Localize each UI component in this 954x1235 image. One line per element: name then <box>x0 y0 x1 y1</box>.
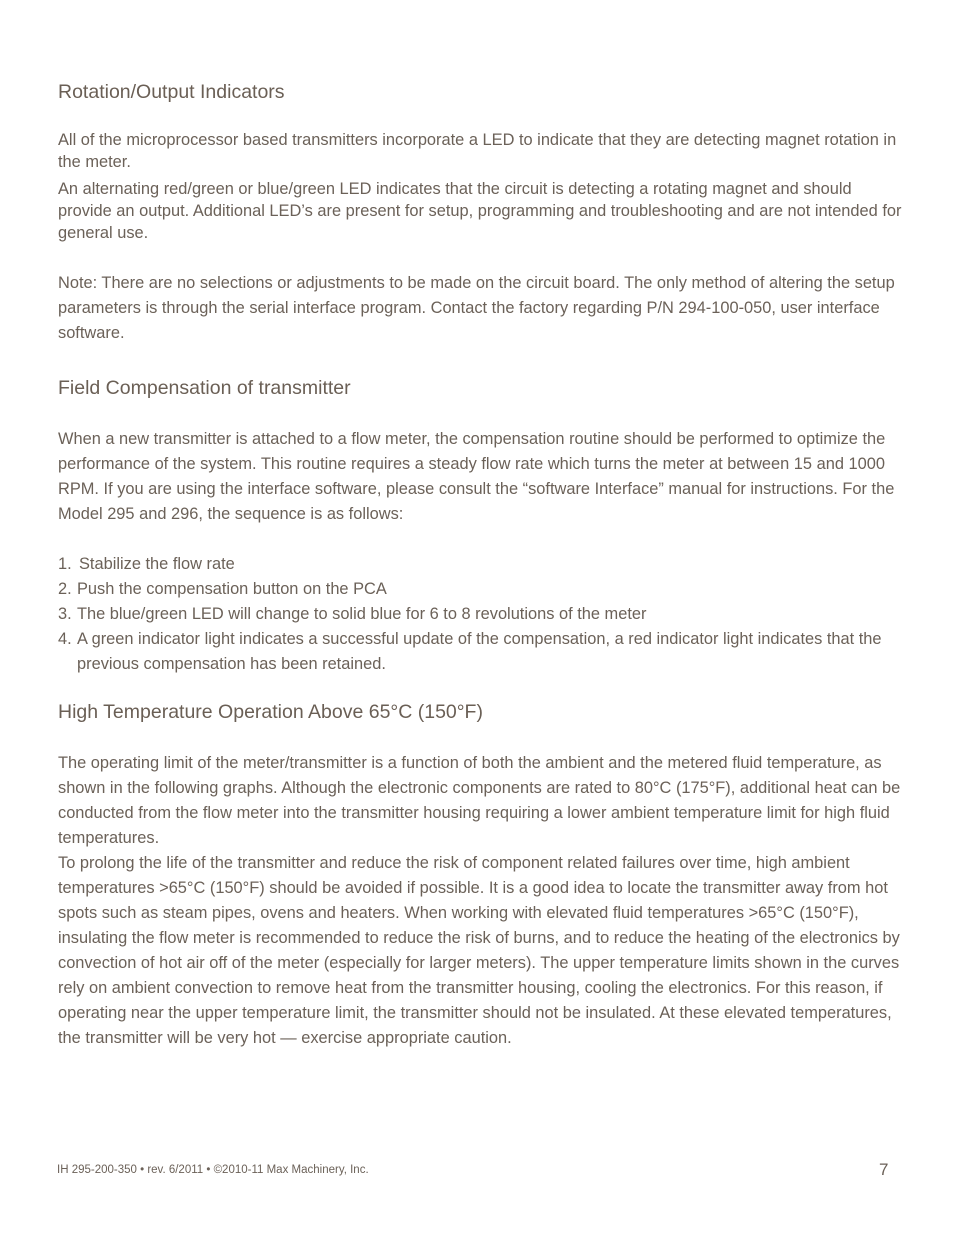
paragraph-note: Note: There are no selections or adjustments to be made on the circuit board. The only method of altering the setup parameters is through the serial interface program. Contact the factory regarding P/N 294-100-050, user interface software. <box>58 274 895 342</box>
paragraph-compensation-intro: When a new transmitter is attached to a flow meter, the compensation routine should be performed to optimize the performance of the system. This routine requires a steady flow rate which turns the meter at between 15 and 1000 RPM. If you are using the interface software, please consult the “software Interface” manual for instructions. For the Model 295 and 296, the sequence is as follows: <box>58 430 895 523</box>
compensation-steps-list <box>58 552 903 677</box>
list-item <box>58 627 903 677</box>
step-text: Stabilize the flow rate <box>79 555 235 573</box>
step-text: A green indicator light indicates a successful update of the compensation, a red indicator light indicates that the previous compensation has been retained. <box>77 630 882 673</box>
paragraph-prolong-life: To prolong the life of the transmitter and reduce the risk of component related failures over time, high ambient temperatures >65°C (150°F) should be avoided if possible. It is a good idea to locate the transmitter away from hot spots such as steam pipes, ovens and heaters. When working with elevated fluid temperatures >65°C (150°F), insulating the flow meter is recommended to reduce the risk of burns, and to reduce the heating of the electronics by convection of hot air off of the meter (especially for larger meters). The upper temperature limits shown in the curves rely on ambient convection to remove heat from the transmitter housing, cooling the electronics. For this reason, if operating near the upper temperature limit, the transmitter should not be insulated. At these elevated temperatures, the transmitter will be very hot — exercise appropriate caution. <box>58 854 900 1047</box>
section-heading-field-compensation: Field Compensation of transmitter <box>58 377 351 399</box>
section-heading-high-temperature: High Temperature Operation Above 65°C (150°F) <box>58 701 483 723</box>
paragraph-operating-limit: The operating limit of the meter/transmitter is a function of both the ambient and the metered fluid temperature, as shown in the following graphs. Although the electronic components are rated to 80°C (175°F), additional heat can be conducted from the flow meter into the transmitter housing requiring a lower ambient temperature limit for high fluid temperatures. <box>58 754 901 847</box>
list-item <box>58 602 903 627</box>
step-number: 1. <box>58 555 72 573</box>
step-number: 3. <box>58 605 72 623</box>
footer-document-info: IH 295-200-350 • rev. 6/2011 • ©2010-11 Max Machinery, Inc. <box>57 1164 369 1176</box>
paragraph-led-intro: All of the microprocessor based transmitters incorporate a LED to indicate that they are detecting magnet rotation in the meter. <box>58 131 897 171</box>
list-item <box>58 552 903 577</box>
step-text: The blue/green LED will change to solid blue for 6 to 8 revolutions of the meter <box>77 605 647 623</box>
paragraph-alternating-led: An alternating red/green or blue/green LED indicates that the circuit is detecting a rotating magnet and should provide an output. Additional LED’s are present for setup, programming and troubleshooting and are not intended for general use. <box>58 180 902 242</box>
step-number: 4. <box>58 630 72 648</box>
step-number: 2. <box>58 580 72 598</box>
section-heading-rotation-output: Rotation/Output Indicators <box>58 81 285 103</box>
footer-page-number: 7 <box>879 1160 889 1179</box>
step-text: Push the compensation button on the PCA <box>77 580 387 598</box>
list-item <box>58 577 903 602</box>
